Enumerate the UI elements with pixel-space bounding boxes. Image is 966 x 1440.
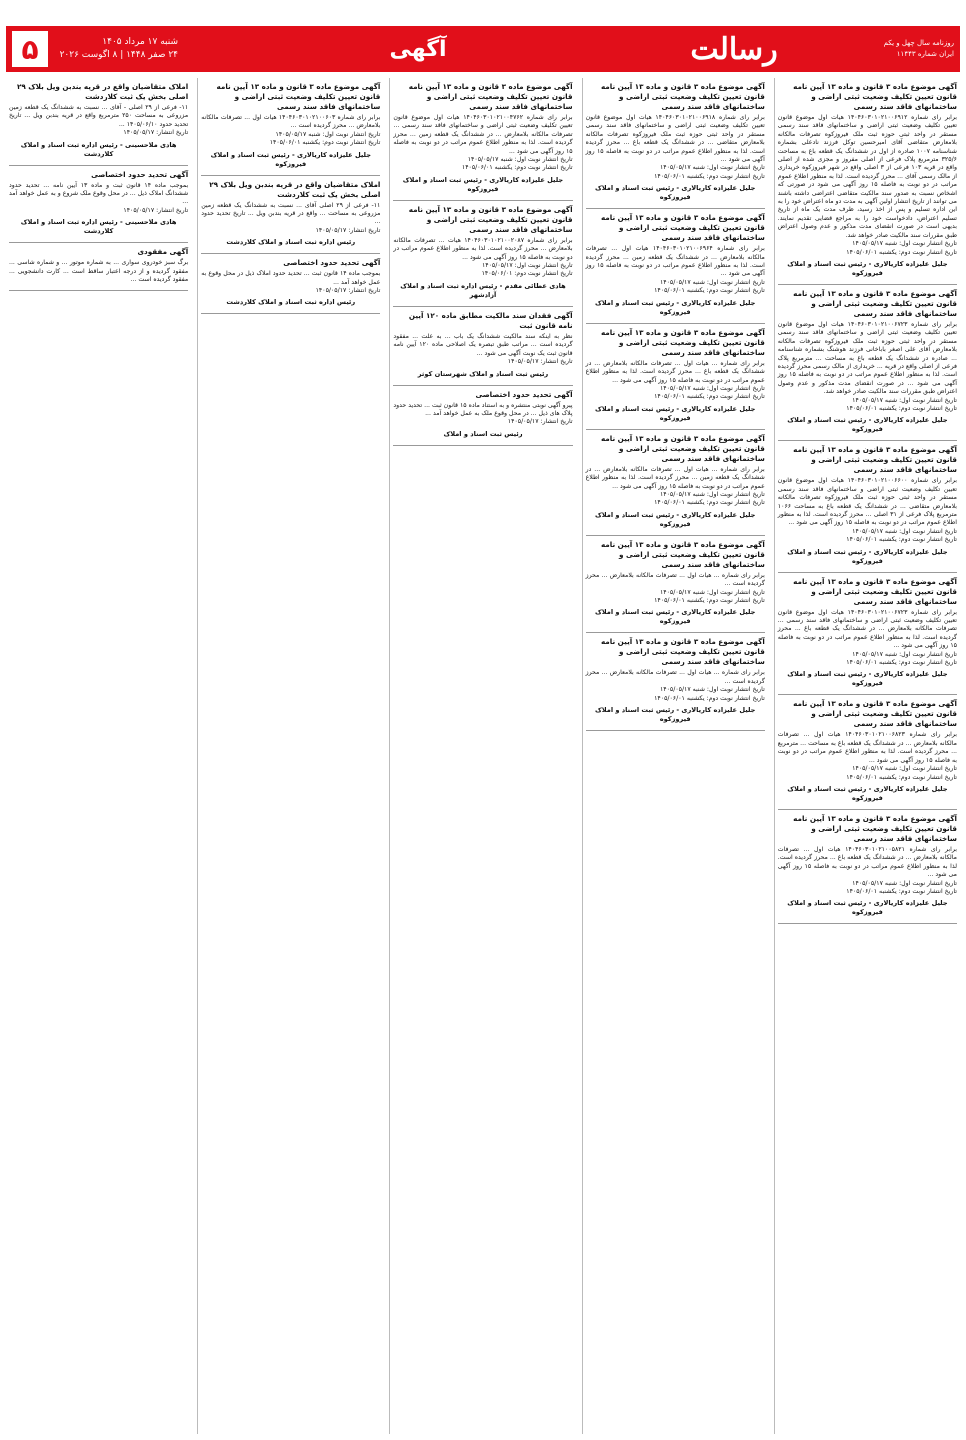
ad-signer: جلیل علیزاده کاریالاری - رئیس ثبت اسناد و املاک فیروزکوه: [595, 298, 756, 316]
ad-publish-date: تاریخ انتشار نوبت دوم: یکشنبه ۱۴۰۵/۰۶/۰۱: [654, 393, 765, 401]
ad-body: برابر رای شماره ۱۴۰۴۶۰۳۰۱۰۲۱۰۰۶۹۱۸ هیات اول موضوع قانون تعیین تکلیف وضعیت ثبتی اراضی و ساختمانهای فاقد سند رسمی مستقر در واحد ثبتی حوزه ثبت ملک فیروزکوه تصرفات مالکانه بلامعارض متقاضی ... در ششدانگ یک قطعه باغ ... محرز گردیده است. لذا به منظور اطلاع عموم مراتب در دو نوبت به فاصله ۱۵ روز آگهی می شود ...: [585, 114, 765, 164]
ad-publish-date: تاریخ انتشار نوبت دوم: یکشنبه ۱۴۰۵/۰۶/۰۱: [461, 164, 573, 172]
issue-info-line-2: ایران شماره ۱۱۴۴۳: [896, 50, 954, 58]
classified-ad: [778, 810, 957, 924]
ad-signer: هادی عطائی مقدم - رئیس اداره ثبت اسناد و املاک آزادشهر: [400, 281, 566, 299]
ad-body: بموجب ماده ۱۴ قانون ثبت و ماده ۱۳ آیین نامه ... تحدید حدود ششدانگ املاک ذیل ... در محل وقوع ملک شروع و به عمل خواهد آمد ...: [8, 181, 189, 206]
ad-signer: جلیل علیزاده کاریالاری - رئیس ثبت اسناد و املاک فیروزکوه: [595, 184, 756, 202]
ad-signer: جلیل علیزاده کاریالاری - رئیس ثبت اسناد و املاک فیروزکوه: [402, 175, 564, 193]
ad-publish-date: تاریخ انتشار نوبت اول: شنبه ۱۴۰۵/۰۵/۱۷: [852, 879, 957, 887]
ad-publish-date: تاریخ انتشار نوبت اول: شنبه ۱۴۰۵/۰۵/۱۷: [659, 686, 765, 694]
ad-title: آگهی موضوع ماده ۳ قانون و ماده ۱۳ آیین نامه قانون تعیین تکلیف وضعیت ثبتی اراضی و ساختمانهای فاقد سند رسمی: [793, 699, 957, 729]
ad-publish-date: تاریخ انتشار نوبت اول: شنبه ۱۴۰۵/۰۵/۱۷: [659, 384, 765, 392]
classified-ad: [586, 209, 765, 323]
ad-publish-date: تاریخ انتشار نوبت اول: شنبه ۱۴۰۵/۰۵/۱۷: [659, 164, 765, 172]
ad-publish-date: تاریخ انتشار نوبت دوم: یکشنبه ۱۴۰۵/۰۶/۰۱: [654, 694, 765, 702]
classified-ad: [9, 243, 188, 291]
ad-title: آگهی موضوع ماده ۳ قانون و ماده ۱۳ آیین نامه قانون تعیین تکلیف وضعیت ثبتی اراضی و ساختمانهای فاقد سند رسمی: [600, 637, 765, 667]
ad-body: برابر رای شماره ۱۴۰۴۶۰۳۰۱۰۲۱۰۰۲۰۸۷ هیات ... تصرفات مالکانه بلامعارض ... محرز گردیده است. لذا به منظور اطلاع عموم مراتب در دو نوبت به فاصله ۱۵ روز آگهی می شود ...: [393, 236, 573, 261]
ad-signer: جلیل علیزاده کاریالاری - رئیس ثبت اسناد و املاک فیروزکوه: [787, 547, 948, 565]
classified-ad: [393, 307, 572, 386]
ad-publish-date: تاریخ انتشار نوبت دوم: یکشنبه ۱۴۰۵/۰۶/۰۱: [654, 172, 765, 180]
ad-publish-date: تاریخ انتشار نوبت دوم: یکشنبه ۱۴۰۵/۰۶/۰۱: [846, 536, 957, 544]
ad-title: آگهی موضوع ماده ۳ قانون و ماده ۱۳ آیین نامه قانون تعیین تکلیف وضعیت ثبتی اراضی و ساختمانهای فاقد سند رسمی: [600, 82, 765, 111]
classified-ad: [393, 201, 572, 307]
classified-ad: [201, 254, 380, 314]
ad-body: برابر رای شماره ... هیات اول ... تصرفات مالکانه بلامعارض ... محرز گردیده است ...: [585, 571, 765, 588]
issue-date-line-1: شنبه ۱۷ مرداد ۱۴۰۵: [102, 37, 178, 47]
classified-ad: [201, 78, 380, 176]
ad-publish-date: تاریخ انتشار نوبت اول: شنبه ۱۴۰۵/۰۵/۱۷: [275, 130, 381, 138]
ad-publish-date: تاریخ انتشار: ۱۴۰۵/۰۵/۱۷: [315, 287, 381, 295]
ad-body: برابر رای شماره ۱۴۰۴۶۰۳۰۱۰۲۱۰۰۶۷۲۳ هیات اول موضوع قانون تعیین تکلیف وضعیت ثبتی اراضی و ساختمانهای فاقد سند رسمی ... تصرفات مالکانه بلامعارض ... در ششدانگ یک قطعه باغ ... محرز گردیده است. لذا به منظور اطلاع عموم مراتب در دو نوبت به فاصله ۱۵ روز آگهی می شود ...: [777, 608, 957, 650]
classified-ad: [586, 633, 765, 731]
newspaper-logo: رسالت: [690, 31, 778, 67]
ad-body: ۱۱- فرعی از ۲۹ اصلی آقای ... نسبت به ششدانگ یک قطعه زمین مزروعی به مساحت ... واقع در قریه بندبن ویل ... تاریخ تحدید حدود ...: [201, 201, 381, 226]
ad-publish-date: تاریخ انتشار نوبت دوم: یکشنبه ۱۴۰۵/۰۶/۰۱: [654, 596, 765, 604]
ad-publish-date: تاریخ انتشار نوبت اول: ۱۴۰۵/۰۵/۱۷: [481, 262, 573, 270]
ad-column: [6, 78, 191, 1434]
ad-title: آگهی مفقودی: [137, 247, 189, 257]
ad-publish-date: تاریخ انتشار نوبت دوم: یکشنبه ۱۴۰۵/۰۶/۰۱: [846, 404, 957, 412]
ad-title: آگهی موضوع ماده ۳ قانون و ماده ۱۳ آیین نامه قانون تعیین تکلیف وضعیت ثبتی اراضی و ساختمانهای فاقد سند رسمی: [793, 813, 957, 843]
ad-body: برابر رای شماره ۱۴۰۴۶۰۳۰۱۰۲۱۰۰۶۷۲۳ هیات اول موضوع قانون تعیین تکلیف وضعیت ثبتی اراضی و ساختمانهای فاقد سند رسمی مستقر در واحد ثبتی حوزه ثبت ملک فیروزکوه تصرفات مالکانه بلامعارض آقای علی اصغر باباخانی فرزند هوشنگ بشماره شناسنامه ... صادره در ششدانگ یک قطعه باغ به مساحت ... مترمربع پلاک فرعی از اصلی واقع در قریه ... خریداری از مالک رسمی محرز گردیده است. لذا به منظور اطلاع عموم مراتب در دو نوبت به فاصله ۱۵ روز آگهی می شود ... در صورت انقضای مدت مذکور و عدم وصول اعتراض طبق مقررات سند مالکیت صادر خواهد شد.: [777, 320, 958, 396]
ad-signer: جلیل علیزاده کاریالاری - رئیس ثبت اسناد و املاک فیروزکوه: [787, 416, 948, 434]
ad-publish-date: تاریخ انتشار نوبت دوم: یکشنبه ۱۴۰۵/۰۶/۰۱: [846, 659, 957, 667]
ad-columns: [6, 78, 960, 1434]
ad-publish-date: تاریخ انتشار نوبت دوم: یکشنبه ۱۴۰۵/۰۶/۰۱: [846, 248, 957, 256]
ad-body: برابر رای شماره ۱۴۰۴۶۰۳۰۱۰۲۱۰۰۶۰۳ هیات اول ... تصرفات مالکانه بلامعارض ... محرز گردیده است ...: [201, 114, 381, 130]
ad-column: [774, 78, 960, 1434]
ad-title: آگهی موضوع ماده ۳ قانون و ماده ۱۳ آیین نامه قانون تعیین تکلیف وضعیت ثبتی اراضی و ساختمانهای فاقد سند رسمی: [600, 433, 765, 463]
ad-column: [389, 78, 575, 1434]
ad-publish-date: تاریخ انتشار: ۱۴۰۵/۰۵/۱۷: [123, 129, 189, 137]
classified-ad: [9, 166, 188, 244]
ad-publish-date: تاریخ انتشار: ۱۴۰۵/۰۵/۱۷: [315, 226, 381, 234]
classified-ad: [586, 78, 765, 209]
classified-ad: [778, 695, 957, 809]
ad-column: [197, 78, 383, 1434]
ad-signer: رئیس ثبت اسناد و املاک شهرستان کوثر: [417, 369, 549, 378]
issue-info: [814, 38, 960, 60]
ad-title: آگهی موضوع ماده ۳ قانون و ماده ۱۳ آیین نامه قانون تعیین تکلیف وضعیت ثبتی اراضی و ساختمانهای فاقد سند رسمی: [408, 82, 573, 111]
ad-body: برابر رای شماره ۱۴۰۴۶۰۳۰۱۰۲۱۰۰۵۸۲۱ هیات اول ... تصرفات مالکانه بلامعارض ... در ششدانگ یک قطعه باغ ... محرز گردیده است. لذا به منظور اطلاع عموم مراتب در دو نوبت به فاصله ۱۵ روز آگهی می شود ...: [777, 845, 957, 879]
classified-ad: [586, 536, 765, 634]
ad-publish-date: تاریخ انتشار نوبت اول: شنبه ۱۴۰۵/۰۵/۱۷: [467, 156, 573, 164]
classified-ad: [586, 430, 765, 536]
ad-publish-date: تاریخ انتشار نوبت اول: شنبه ۱۴۰۵/۰۵/۱۷: [852, 527, 957, 535]
ad-body: بموجب ماده ۱۴ قانون ثبت ... تحدید حدود املاک ذیل در محل وقوع به عمل خواهد آمد ...: [201, 270, 381, 286]
ad-title: آگهی موضوع ماده ۳ قانون و ماده ۱۳ آیین نامه قانون تعیین تکلیف وضعیت ثبتی اراضی و ساختمانهای فاقد سند رسمی: [600, 539, 765, 569]
ad-publish-date: تاریخ انتشار: ۱۴۰۵/۰۵/۱۷: [507, 358, 573, 366]
ad-publish-date: تاریخ انتشار نوبت اول: شنبه ۱۴۰۵/۰۵/۱۷: [852, 240, 957, 248]
ad-title: آگهی موضوع ماده ۳ قانون و ماده ۱۳ آیین نامه قانون تعیین تکلیف وضعیت ثبتی اراضی و ساختمانهای فاقد سند رسمی: [216, 82, 381, 111]
ad-body: برابر رای شماره ۱۴۰۴۶۰۳۰۱۰۲۱۰۰۶۶۰۰ هیات اول موضوع قانون تعیین تکلیف وضعیت ثبتی اراضی و ساختمانهای فاقد سند رسمی مستقر در واحد ثبتی حوزه ثبت ملک فیروزکوه تصرفات مالکانه بلامعارض متقاضی ... در ششدانگ یک قطعه باغ به مساحت ۱۰۶۶ مترمربع پلاک فرعی از ۳۱ اصلی ... محرز گردیده است. لذا به منظور اطلاع عموم مراتب در دو نوبت به فاصله ۱۵ روز آگهی می شود ...: [777, 477, 957, 527]
ad-signer: جلیل علیزاده کاریالاری - رئیس ثبت اسناد و املاک فیروزکوه: [595, 706, 756, 723]
ad-title: آگهی موضوع ماده ۳ قانون و ماده ۱۳ آیین نامه قانون تعیین تکلیف وضعیت ثبتی اراضی و ساختمانهای فاقد سند رسمی: [600, 327, 765, 357]
ad-signer: جلیل علیزاده کاریالاری - رئیس ثبت اسناد و املاک فیروزکوه: [787, 259, 948, 277]
ad-title: آگهی تحدید حدود اختصاصی: [283, 258, 381, 268]
ad-publish-date: تاریخ انتشار نوبت دوم: ۱۴۰۵/۰۶/۰۱: [481, 270, 573, 278]
ad-signer: رئیس اداره ثبت اسناد و املاک کلاردشت: [226, 238, 356, 247]
masthead: [6, 26, 960, 72]
ad-title: آگهی موضوع ماده ۳ قانون و ماده ۱۳ آیین نامه قانون تعیین تکلیف وضعیت ثبتی اراضی و ساختمانهای فاقد سند رسمی: [793, 288, 957, 318]
section-title: آگهی: [389, 36, 447, 62]
classified-ad: [778, 78, 957, 285]
ad-body: برابر رای شماره ... هیات اول ... تصرفات مالکانه بلامعارض ... در ششدانگ یک قطعه باغ ... محرز گردیده است. لذا به منظور اطلاع عموم مراتب در دو نوبت به فاصله ۱۵ روز آگهی می شود ...: [585, 359, 765, 384]
ad-title: آگهی موضوع ماده ۳ قانون و ماده ۱۳ آیین نامه قانون تعیین تکلیف وضعیت ثبتی اراضی و ساختمانهای فاقد سند رسمی: [793, 82, 957, 111]
ad-publish-date: تاریخ انتشار نوبت دوم: یکشنبه ۱۴۰۵/۰۶/۰۱: [846, 773, 957, 781]
ad-body: برابر رای شماره ۱۴۰۴۶۰۳۰۱۰۲۱۰۰۶۸۲۳ هیات اول ... تصرفات مالکانه بلامعارض ... در ششدانگ یک قطعه باغ به مساحت ... مترمربع ... محرز گردیده است. لذا به منظور اطلاع عموم مراتب در دو نوبت به فاصله ۱۵ روز آگهی می شود ...: [777, 731, 957, 764]
ad-body: پیرو آگهی نوبتی منتشره و به استناد ماده ۱۵ قانون ثبت ... تحدید حدود پلاک های ذیل ... در محل وقوع ملک به عمل خواهد آمد ...: [393, 401, 573, 417]
ad-signer: هادی ملاحسینی - رئیس اداره ثبت اسناد و املاک کلاردشت: [20, 218, 177, 236]
classified-ad: [201, 176, 380, 255]
ad-body: برابر رای شماره ... هیات اول ... تصرفات مالکانه بلامعارض ... در ششدانگ یک قطعه زمین ... محرز گردیده است. لذا به منظور اطلاع عموم مراتب در دو نوبت به فاصله ۱۵ روز آگهی می شود ...: [585, 465, 765, 490]
ad-signer: جلیل علیزاده کاریالاری - رئیس ثبت اسناد و املاک فیروزکوه: [210, 150, 371, 168]
ad-publish-date: تاریخ انتشار نوبت اول: شنبه ۱۴۰۵/۰۵/۱۷: [659, 490, 765, 498]
ad-publish-date: تاریخ انتشار نوبت اول: شنبه ۱۴۰۵/۰۵/۱۷: [852, 650, 957, 658]
ad-publish-date: تاریخ انتشار نوبت اول: شنبه ۱۴۰۵/۰۵/۱۷: [852, 396, 957, 404]
classified-ad: [778, 441, 957, 572]
ad-title: آگهی موضوع ماده ۳ قانون و ماده ۱۳ آیین نامه قانون تعیین تکلیف وضعیت ثبتی اراضی و ساختمانهای فاقد سند رسمی: [600, 213, 765, 243]
ad-signer: جلیل علیزاده کاریالاری - رئیس ثبت اسناد و املاک فیروزکوه: [787, 670, 948, 688]
ad-column: [582, 78, 768, 1434]
issue-date: [48, 36, 182, 62]
ad-body: برابر رای شماره ... هیات اول ... تصرفات مالکانه بلامعارض ... محرز گردیده است ...: [585, 669, 765, 685]
ad-title: آگهی تحدید حدود اختصاصی: [91, 169, 189, 179]
ad-title: آگهی موضوع ماده ۳ قانون و ماده ۱۳ آیین نامه قانون تعیین تکلیف وضعیت ثبتی اراضی و ساختمانهای فاقد سند رسمی: [793, 576, 957, 606]
issue-date-line-2: ۲۴ صفر ۱۴۴۸ | ۸ اگوست ۲۰۲۶: [59, 50, 178, 60]
ad-publish-date: تاریخ انتشار نوبت اول: شنبه ۱۴۰۵/۰۵/۱۷: [852, 765, 957, 773]
ad-publish-date: تاریخ انتشار: ۱۴۰۵/۰۵/۱۷: [507, 418, 573, 426]
page-number: ۵: [12, 31, 48, 67]
ad-body: نظر به اینکه سند مالکیت ششدانگ یک باب ... به علت ... مفقود گردیده است ... مراتب طبق تبصره یک اصلاحی ماده ۱۲۰ آیین نامه قانون ثبت یک نوبت آگهی می شود ...: [393, 332, 573, 357]
ad-title: آگهی موضوع ماده ۳ قانون و ماده ۱۳ آیین نامه قانون تعیین تکلیف وضعیت ثبتی اراضی و ساختمانهای فاقد سند رسمی: [408, 204, 573, 234]
ad-publish-date: تاریخ انتشار نوبت دوم: یکشنبه ۱۴۰۵/۰۶/۰۱: [654, 499, 765, 507]
ad-publish-date: تاریخ انتشار نوبت دوم: یکشنبه ۱۴۰۵/۰۶/۰۱: [846, 887, 957, 895]
classified-ad: [586, 324, 765, 430]
ad-signer: رئیس اداره ثبت اسناد و املاک کلاردشت: [226, 298, 356, 307]
ad-signer: جلیل علیزاده کاریالاری - رئیس ثبت اسناد و املاک فیروزکوه: [787, 784, 948, 802]
ad-signer: جلیل علیزاده کاریالاری - رئیس ثبت اسناد و املاک فیروزکوه: [787, 899, 948, 917]
ad-title: آگهی موضوع ماده ۳ قانون و ماده ۱۳ آیین نامه قانون تعیین تکلیف وضعیت ثبتی اراضی و ساختمانهای فاقد سند رسمی: [793, 445, 957, 475]
classified-ad: [393, 386, 572, 446]
ad-publish-date: تاریخ انتشار نوبت اول: شنبه ۱۴۰۵/۰۵/۱۷: [659, 588, 765, 596]
ad-publish-date: تاریخ انتشار نوبت دوم: یکشنبه ۱۴۰۵/۰۶/۰۱: [654, 287, 765, 295]
ad-signer: جلیل علیزاده کاریالاری - رئیس ثبت اسناد و املاک فیروزکوه: [595, 608, 756, 626]
ad-title: آگهی تحدید حدود اختصاصی: [475, 389, 573, 399]
ad-body: برابر رای شماره ۱۴۰۴۶۰۳۰۱۰۲۱۰۰۶۹۶۴ هیات اول ... تصرفات مالکانه بلامعارض ... در ششدانگ یک قطعه زمین ... محرز گردیده است. لذا به منظور اطلاع عموم مراتب در دو نوبت به فاصله ۱۵ روز آگهی می شود ...: [585, 245, 765, 278]
ad-signer: جلیل علیزاده کاریالاری - رئیس ثبت اسناد و املاک فیروزکوه: [595, 404, 756, 422]
ad-title: املاک متقاضیان واقع در قریه بندبن ویل بلاک ۲۹ اصلی بخش یک ثبت کلاردشت: [209, 179, 381, 199]
ad-title: آگهی فقدان سند مالکیت مطابق ماده ۱۲۰ آیین نامه قانون ثبت: [408, 310, 573, 330]
ad-body: برگ سبز خودروی سواری ... به شماره موتور ... و شماره شاسی ... مفقود گردیده و از درجه اعتبار ساقط است ... کارت دانشجویی ... مفقود گردیده است ...: [8, 259, 189, 284]
ad-signer: جلیل علیزاده کاریالاری - رئیس ثبت اسناد و املاک فیروزکوه: [595, 510, 756, 528]
classified-ad: [778, 285, 957, 441]
ad-signer: رئیس ثبت اسناد و املاک: [443, 429, 523, 438]
classified-ad: [9, 78, 188, 166]
ad-body: برابر رای شماره ۱۴۰۴۶۰۳۰۱۰۲۱۰۰۶۹۱۲ هیات اول موضوع قانون تعیین تکلیف وضعیت ثبتی اراضی و ساختمانهای فاقد سند رسمی مستقر در واحد ثبتی حوزه ثبت ملک فیروزکوه تصرفات مالکانه بلامعارض متقاضی آقای امیرحسین توکل فرزند نادعلی بشماره شناسنامه ۱۰۰۷ صادره از اول در ششدانگ یک قطعه باغ به مساحت ۳۲۵/۶ مترمربع پلاک فرعی از اصلی مفروز و مجزی شده از اصلی واقع در قریه ۱۰۳ فرعی از ۳ اصلی واقع در شهر فیروزکوه خریداری از مالک رسمی آقای ... محرز گردیده است. لذا به منظور اطلاع عموم مراتب در دو نوبت به فاصله ۱۵ روز آگهی می شود در صورتی که اشخاص نسبت به صدور سند مالکیت متقاضی اعتراضی داشته باشند می توانند از تاریخ انتشار اولین آگهی به مدت دو ماه اعتراض خود را به این اداره تسلیم و پس از اخذ رسید، ظرف مدت یک ماه از تاریخ تسلیم اعتراض، دادخواست خود را به مراجع قضایی تقدیم نمایند. بدیهی است در صورت انقضای مدت مذکور و عدم وصول اعتراض طبق مقررات سند مالکیت صادر خواهد شد.: [777, 114, 957, 239]
ad-publish-date: تاریخ انتشار نوبت اول: شنبه ۱۴۰۵/۰۵/۱۷: [659, 278, 765, 286]
issue-info-line-1: روزنامه سال چهل و یکم: [883, 39, 954, 47]
ad-body: برابر رای شماره ۱۴۰۴۶۰۳۰۱۰۲۱۰۰۴۷۶۲ هیات اول موضوع قانون تعیین تکلیف وضعیت ثبتی اراضی و ساختمانهای فاقد سند رسمی ... تصرفات مالکانه بلامعارض ... در ششدانگ یک قطعه زمین ... محرز گردیده است. لذا به منظور اطلاع عموم مراتب در دو نوبت به فاصله ۱۵ روز آگهی می شود ...: [393, 114, 573, 155]
classified-ad: [778, 573, 957, 696]
classified-ad: [393, 78, 572, 201]
ad-body: ۱۱- فرعی از ۲۹ اصلی - آقای ... نسبت به ششدانگ یک قطعه زمین مزروعی به مساحت ۲۵۰ مترمربع واقع در قریه بندبن ویل ... تاریخ تحدید حدود ۱۴۰۵/۰۶/۱۰ ...: [8, 104, 189, 128]
ad-publish-date: تاریخ انتشار نوبت دوم: یکشنبه ۱۴۰۵/۰۶/۰۱: [269, 139, 381, 147]
ad-title: املاک متقاضیان واقع در قریه بندبن ویل بلاک ۲۹ اصلی بخش یک ثبت کلاردشت: [17, 82, 189, 101]
ad-signer: هادی ملاحسینی - رئیس اداره ثبت اسناد و املاک کلاردشت: [20, 140, 177, 158]
ad-publish-date: تاریخ انتشار: ۱۴۰۵/۰۵/۱۷: [123, 206, 189, 214]
